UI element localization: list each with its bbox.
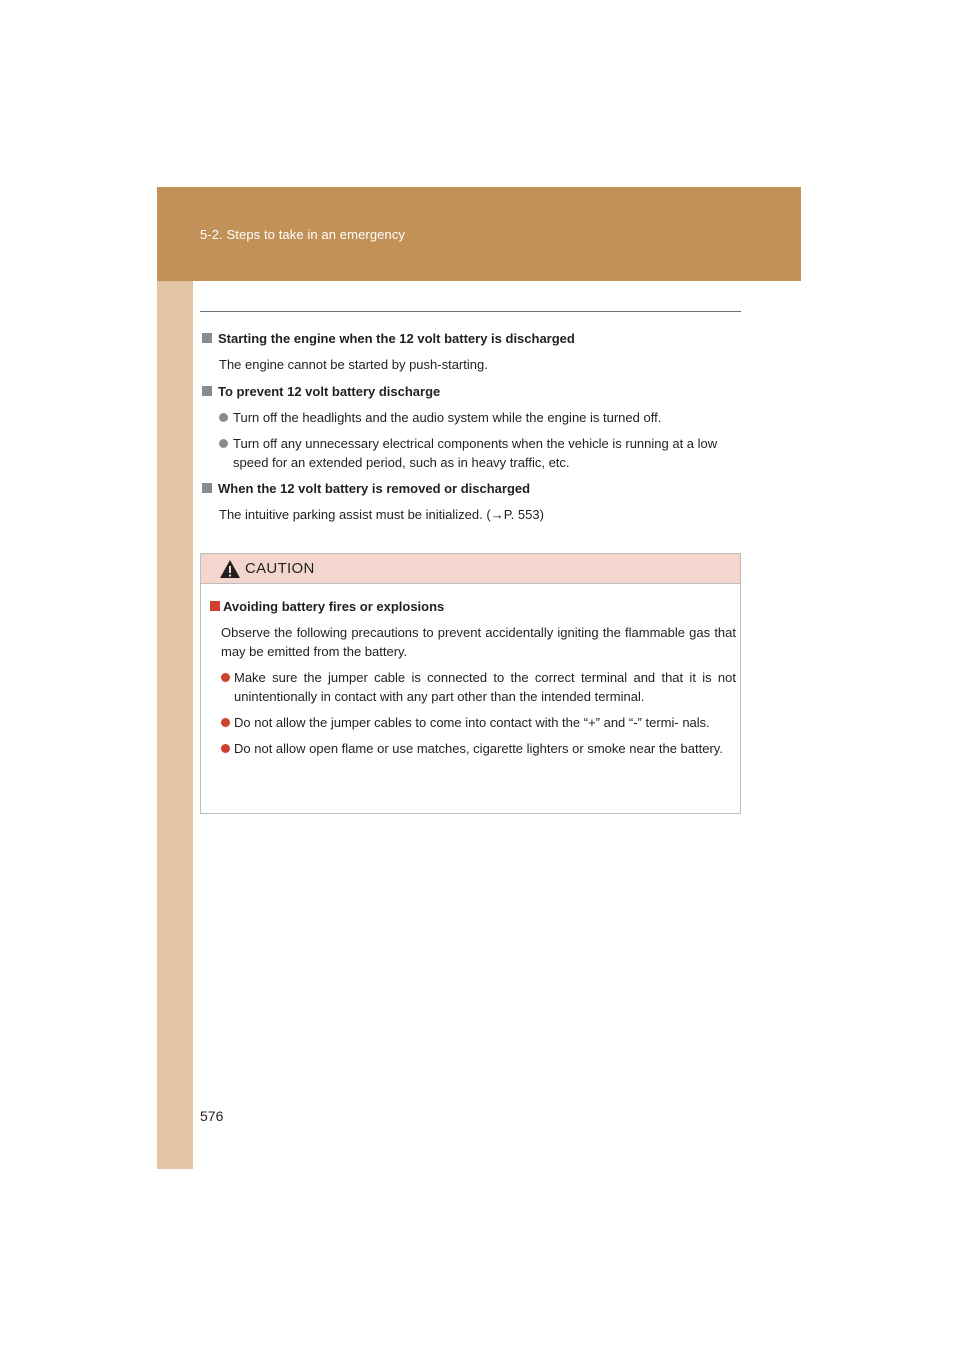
- note-heading: [200, 382, 741, 401]
- page-reference-link[interactable]: P. 553): [503, 507, 544, 522]
- caution-title: CAUTION: [245, 560, 315, 577]
- page-number: 576: [200, 1108, 224, 1124]
- list-item: [200, 408, 741, 427]
- side-strip: [157, 281, 193, 1169]
- caution-header: [201, 554, 740, 584]
- caution-body: [209, 597, 736, 765]
- note-text: [200, 505, 741, 524]
- section-title: 5-2. Steps to take in an emergency: [200, 227, 406, 242]
- circle-bullet-icon: [219, 439, 228, 448]
- divider-rule: [200, 311, 741, 312]
- caution-intro: Observe the following precautions to prevent accidentally igniting the flammable gas that may be emitted from the battery.: [221, 625, 736, 659]
- list-item-text: Do not allow open flame or use matches, cigarette lighters or smoke near the battery.: [234, 741, 723, 756]
- list-item: [209, 713, 736, 732]
- square-bullet-icon: [202, 483, 212, 493]
- note-heading-text: When the 12 volt battery is removed or discharged: [218, 481, 531, 496]
- note-text: The engine cannot be started by push-starting.: [219, 357, 488, 372]
- circle-bullet-icon: [221, 744, 230, 753]
- list-item-text: Make sure the jumper cable is connected to the correct terminal and that it is not unintentionally in contact with any part other than the intended terminal.: [234, 670, 736, 704]
- warning-triangle-icon: [219, 559, 241, 579]
- notes-section: [200, 329, 741, 532]
- arrow-right-icon: →: [490, 507, 504, 522]
- square-bullet-icon: [202, 333, 212, 343]
- list-item-text: Do not allow the jumper cables to come into contact with the “+” and “-” termi- nals.: [234, 715, 710, 730]
- list-item: [200, 434, 741, 472]
- note-text-body: The intuitive parking assist must be initialized. (: [219, 507, 491, 522]
- list-item: [209, 739, 736, 758]
- circle-bullet-icon: [219, 413, 228, 422]
- note-heading-text: Starting the engine when the 12 volt battery is discharged: [218, 331, 575, 346]
- note-heading: [200, 329, 741, 348]
- circle-bullet-icon: [221, 673, 230, 682]
- list-item-text: Turn off any unnecessary electrical components when the vehicle is running at a low speed for an extended period, such as in heavy traffic, etc.: [233, 436, 718, 470]
- list-item-text: Turn off the headlights and the audio system while the engine is turned off.: [233, 410, 662, 425]
- square-bullet-icon: [210, 601, 220, 611]
- caution-heading-text: Avoiding battery fires or explosions: [223, 599, 445, 614]
- list-item: [209, 668, 736, 706]
- note-heading-text: To prevent 12 volt battery discharge: [218, 384, 441, 399]
- caution-box: [200, 553, 741, 814]
- circle-bullet-icon: [221, 718, 230, 727]
- note-heading: [200, 479, 741, 498]
- caution-heading: [209, 597, 736, 616]
- square-bullet-icon: [202, 386, 212, 396]
